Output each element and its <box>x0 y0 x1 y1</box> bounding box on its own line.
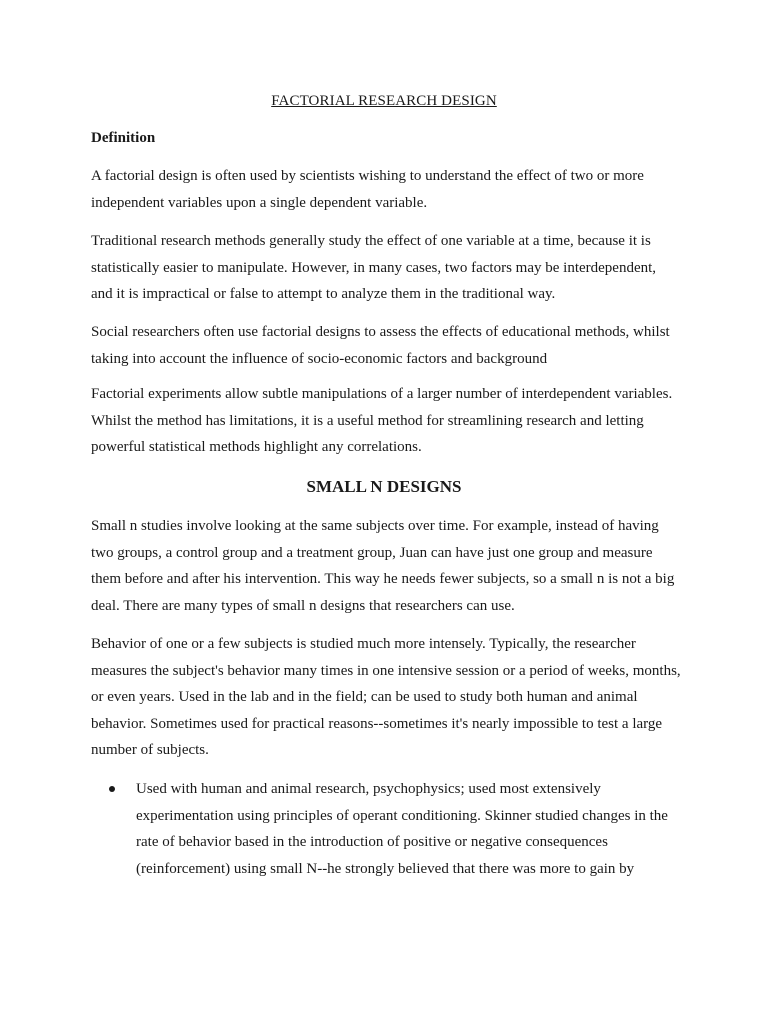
paragraph-behavior-subjects: Behavior of one or a few subjects is studied much more intensely. Typically, the researcher measures the subject's behavior many times in one intensive session or a period of weeks, months, or even years. Used in the lab and in the field; can be used to study both human and animal behavior. Sometimes used for practical reasons--sometimes it's nearly impossible to test a large number of subjects. <box>91 636 681 758</box>
document-title: FACTORIAL RESEARCH DESIGN <box>271 93 497 109</box>
list-item <box>91 776 681 882</box>
bullet-text: Used with human and animal research, psychophysics; used most extensively experimentation using principles of operant conditioning. Skinner studied changes in the rate of behavior based in the introduction of positive or negative consequences (reinforcement) using small N--he strongly believed that there was more to gain by <box>136 781 668 877</box>
definition-heading: Definition <box>91 130 156 146</box>
bullet-icon <box>109 786 115 792</box>
paragraph-social-researchers: Social researchers often use factorial designs to assess the effects of educational methods, whilst taking into account the influence of socio-economic factors and background <box>91 324 670 367</box>
paragraph-traditional-methods: Traditional research methods generally study the effect of one variable at a time, because it is statistically easier to manipulate. However, in many cases, two factors may be interdependent, and it is impractical or false to attempt to analyze them in the traditional way. <box>91 233 657 302</box>
bullet-list <box>91 776 681 882</box>
paragraph-factorial-experiments: Factorial experiments allow subtle manipulations of a larger number of interdependent variables. Whilst the method has limitations, it is a useful method for streamlining research and letting powerful statistical methods highlight any correlations. <box>91 386 673 455</box>
section-title-small-n: SMALL N DESIGNS <box>306 477 462 496</box>
paragraph-definition: A factorial design is often used by scientists wishing to understand the effect of two or more independent variables upon a single dependent variable. <box>91 168 644 211</box>
paragraph-small-n-studies: Small n studies involve looking at the same subjects over time. For example, instead of having two groups, a control group and a treatment group, Juan can have just one group and measure them before and after his intervention. This way he needs fewer subjects, so a small n is not a big deal. There are many types of small n designs that researchers can use. <box>91 518 675 614</box>
